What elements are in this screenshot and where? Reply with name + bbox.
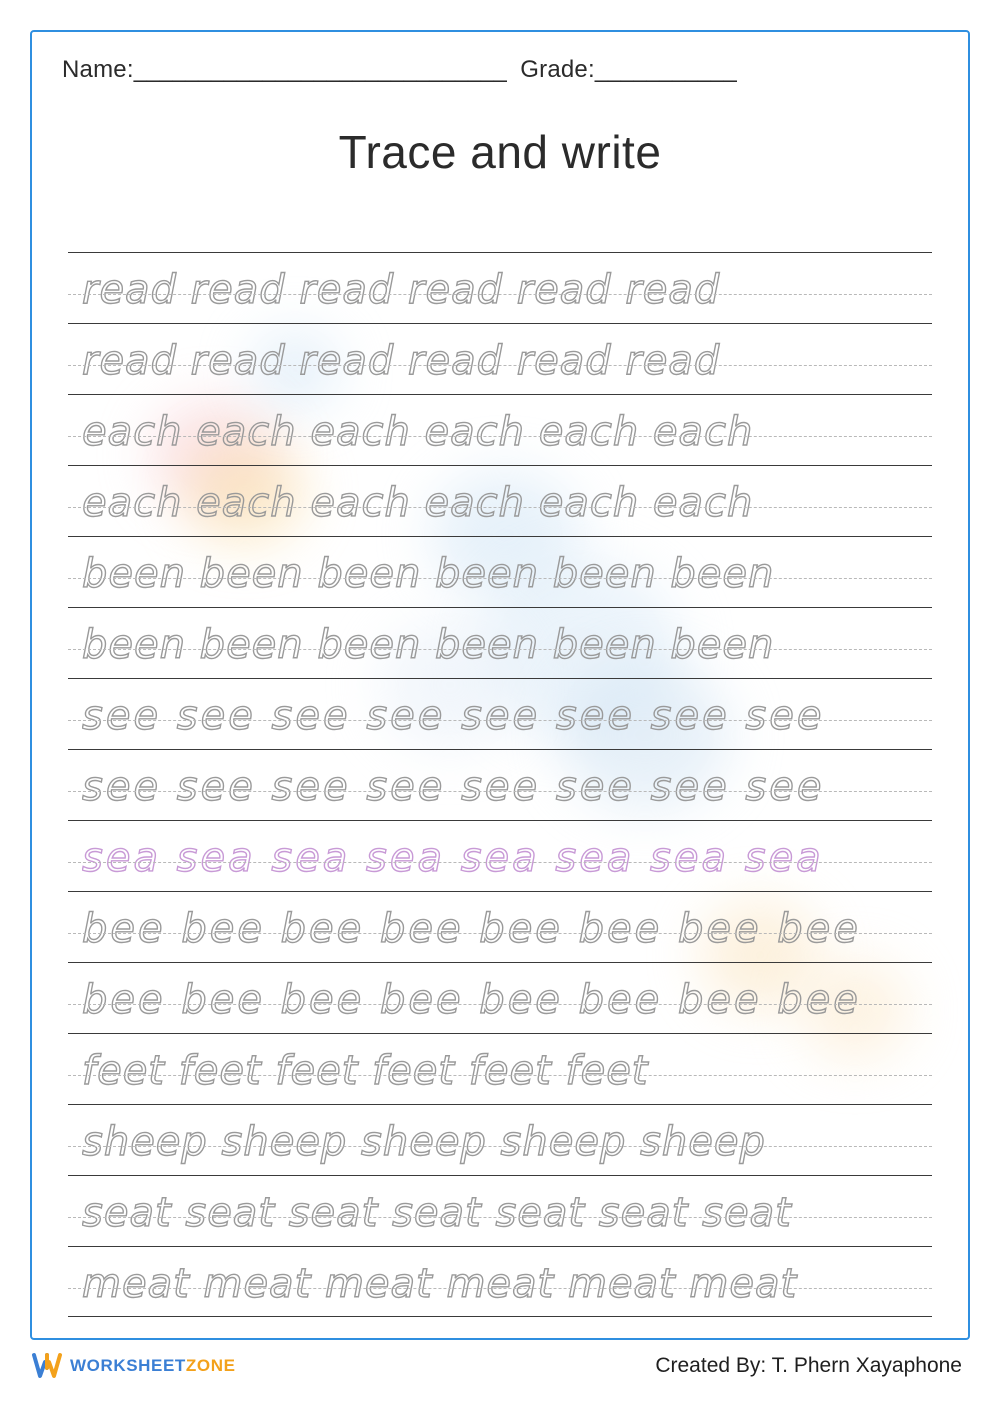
writing-line-row[interactable] xyxy=(68,323,932,394)
worksheetzone-logo[interactable] xyxy=(32,1352,236,1380)
trace-word-line: see see see see see see see see xyxy=(82,693,825,739)
trace-word-line: been been been been been been xyxy=(82,622,775,668)
writing-lines xyxy=(68,252,932,1317)
trace-word-line: each each each each each each xyxy=(82,480,754,526)
trace-word-line: see see see see see see see see xyxy=(82,764,825,810)
writing-line-row[interactable] xyxy=(68,536,932,607)
student-info-row xyxy=(62,56,942,84)
writing-line-row[interactable] xyxy=(68,1104,932,1175)
writing-line-row[interactable] xyxy=(68,678,932,749)
writing-line-row[interactable] xyxy=(68,1175,932,1246)
writing-line-row[interactable] xyxy=(68,962,932,1033)
trace-word-line: meat meat meat meat meat meat xyxy=(82,1261,798,1307)
w-logo-icon xyxy=(32,1352,62,1380)
trace-word-line: read read read read read read xyxy=(82,338,721,384)
trace-word-line: bee bee bee bee bee bee bee bee xyxy=(82,906,861,952)
name-input-line[interactable]: _____________________________ xyxy=(133,56,507,83)
writing-line-row[interactable] xyxy=(68,252,932,323)
brand-name xyxy=(70,1356,236,1376)
writing-line-row[interactable] xyxy=(68,465,932,536)
trace-word-line: seat seat seat seat seat seat seat xyxy=(82,1190,792,1236)
writing-line-row[interactable] xyxy=(68,1033,932,1104)
trace-word-line: feet feet feet feet feet feet xyxy=(82,1048,649,1094)
brand-name-part1: WORKSHEET xyxy=(70,1356,186,1375)
trace-word-line: each each each each each each xyxy=(82,409,754,455)
trace-word-line: sea sea sea sea sea sea sea sea xyxy=(82,835,824,881)
page-title: Trace and write xyxy=(338,126,662,178)
writing-line-row[interactable] xyxy=(68,820,932,891)
writing-line-row[interactable] xyxy=(68,607,932,678)
name-label: Name: xyxy=(62,56,134,83)
trace-word-line: sheep sheep sheep sheep sheep xyxy=(82,1119,766,1165)
writing-line-row[interactable] xyxy=(68,749,932,820)
writing-line-row[interactable] xyxy=(68,1246,932,1317)
grade-input-line[interactable]: ___________ xyxy=(594,56,737,83)
credit-text: Created By: T. Phern Xayaphone xyxy=(655,1354,962,1377)
page-footer xyxy=(0,1352,1000,1402)
writing-line-row[interactable] xyxy=(68,891,932,962)
grade-label: Grade: xyxy=(520,56,595,83)
trace-word-line: read read read read read read xyxy=(82,267,721,313)
writing-line-row[interactable] xyxy=(68,394,932,465)
trace-word-line: been been been been been been xyxy=(82,551,775,597)
trace-word-line: bee bee bee bee bee bee bee bee xyxy=(82,977,861,1023)
brand-name-part2: ZONE xyxy=(185,1356,236,1375)
